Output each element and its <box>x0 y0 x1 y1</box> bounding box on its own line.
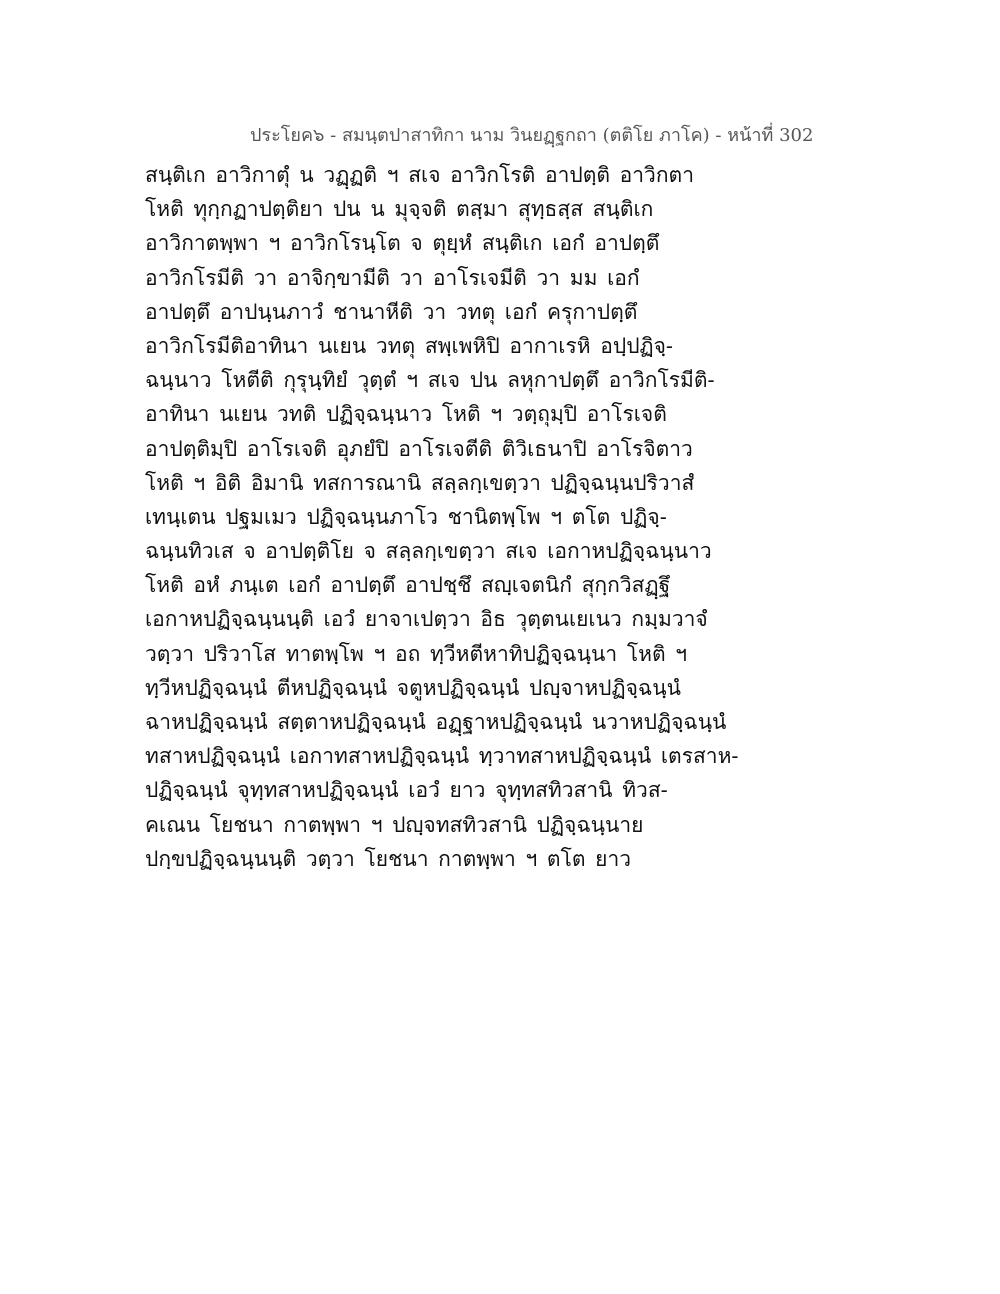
text-line: เอกาหปฏิจฺฉนฺนนฺติ เอวํ ยาจาเปตฺวา อิธ วุตฺตนเยเนว กมฺมวาจํ <box>145 607 708 632</box>
text-line: โหติ ทุกฺกฏาปตฺติยา ปน น มุจฺจติ ตสฺมา สุทฺธสฺส สนฺติเก <box>145 197 654 222</box>
text-line: อาปตฺติมฺปิ อาโรเจติ อุภยํปิ อาโรเจตีติ ติวิเธนาปิ อาโรจิตาว <box>145 436 693 461</box>
text-line: โหติ ฯ อิติ อิมานิ ทสการณานิ สลฺลกฺเขตฺวา ปฏิจฺฉนฺนปริวาสํ <box>145 470 695 495</box>
text-line: ฉนฺนทิวเส จ อาปตฺติโย จ สลฺลกฺเขตฺวา สเจ เอกาหปฏิจฺฉนฺนาว <box>145 539 712 564</box>
text-line: ปฏิจฺฉนฺนํ จุทฺทสาหปฏิจฺฉนฺนํ เอวํ ยาว จุทฺทสทิวสานิ ทิวส- <box>145 778 668 803</box>
text-line: วตฺวา ปริวาโส ทาตพฺโพ ฯ อถ ทฺวีหตีหาทิปฏิจฺฉนฺนา โหติ ฯ <box>145 641 688 666</box>
text-line: โหติ อหํ ภนฺเต เอกํ อาปตฺตึ อาปชฺชึ สญฺเจตนิกํ สุกฺกวิสฏฺฐึ <box>145 573 671 598</box>
text-line: ทสาหปฏิจฺฉนฺนํ เอกาทสาหปฏิจฺฉนฺนํ ทฺวาทสาหปฏิจฺฉนฺนํ เตรสาห- <box>145 744 739 769</box>
text-line: อาวิกโรมีติ วา อาจิกฺขามีติ วา อาโรเจมีติ วา มม เอกํ <box>145 265 640 290</box>
text-line: ทฺวีหปฏิจฺฉนฺนํ ตีหปฏิจฺฉนฺนํ จตูหปฏิจฺฉนฺนํ ปญฺจาหปฏิจฺฉนฺนํ <box>145 675 681 700</box>
text-line: ปกฺขปฏิจฺฉนฺนนฺติ วตฺวา โยชนา กาตพฺพา ฯ ตโต ยาว <box>145 846 632 871</box>
text-line: ฉนฺนาว โหตีติ กุรุนฺทิยํ วุตฺตํ ฯ สเจ ปน ลหุกาปตฺตึ อาวิกโรมีติ- <box>145 368 715 393</box>
running-header: ประโยค๖ - สมนฺตปาสาทิกา นาม วินยฏฺฐกถา (ตติโย ภาโค) - หน้าที่ 302 <box>250 125 814 146</box>
text-line: ฉาหปฏิจฺฉนฺนํ สตฺตาหปฏิจฺฉนฺนํ อฏฺฐาหปฏิจฺฉนฺนํ นวาหปฏิจฺฉนฺนํ <box>145 710 727 734</box>
text-line: เทนฺเตน ปฐมเมว ปฏิจฺฉนฺนภาโว ชานิตพฺโพ ฯ ตโต ปฏิจฺ- <box>145 504 667 529</box>
text-line: อาวิกาตพฺพา ฯ อาวิกโรนฺโต จ ตุยฺหํ สนฺติเก เอกํ อาปตฺตึ <box>145 231 660 256</box>
text-line: อาวิกโรมีติอาทินา นเยน วทตุ สพฺเพหิปิ อากาเรหิ อปฺปฏิจฺ- <box>145 333 674 358</box>
text-line: อาทินา นเยน วทติ ปฏิจฺฉนฺนาว โหติ ฯ วตฺถุมฺปิ อาโรเจติ <box>145 402 667 427</box>
text-line: อาปตฺตึ อาปนฺนภาวํ ชานาหีติ วา วทตุ เอกํ ครุกาปตฺตึ <box>145 299 638 324</box>
text-line: คเณน โยชนา กาตพฺพา ฯ ปญฺจทสทิวสานิ ปฏิจฺฉนฺนาย <box>145 812 644 837</box>
body-text <box>145 158 739 876</box>
text-line: สนฺติเก อาวิกาตุํ น วฏฺฏติ ฯ สเจ อาวิกโรติ อาปตฺติ อาวิกตา <box>145 163 694 187</box>
